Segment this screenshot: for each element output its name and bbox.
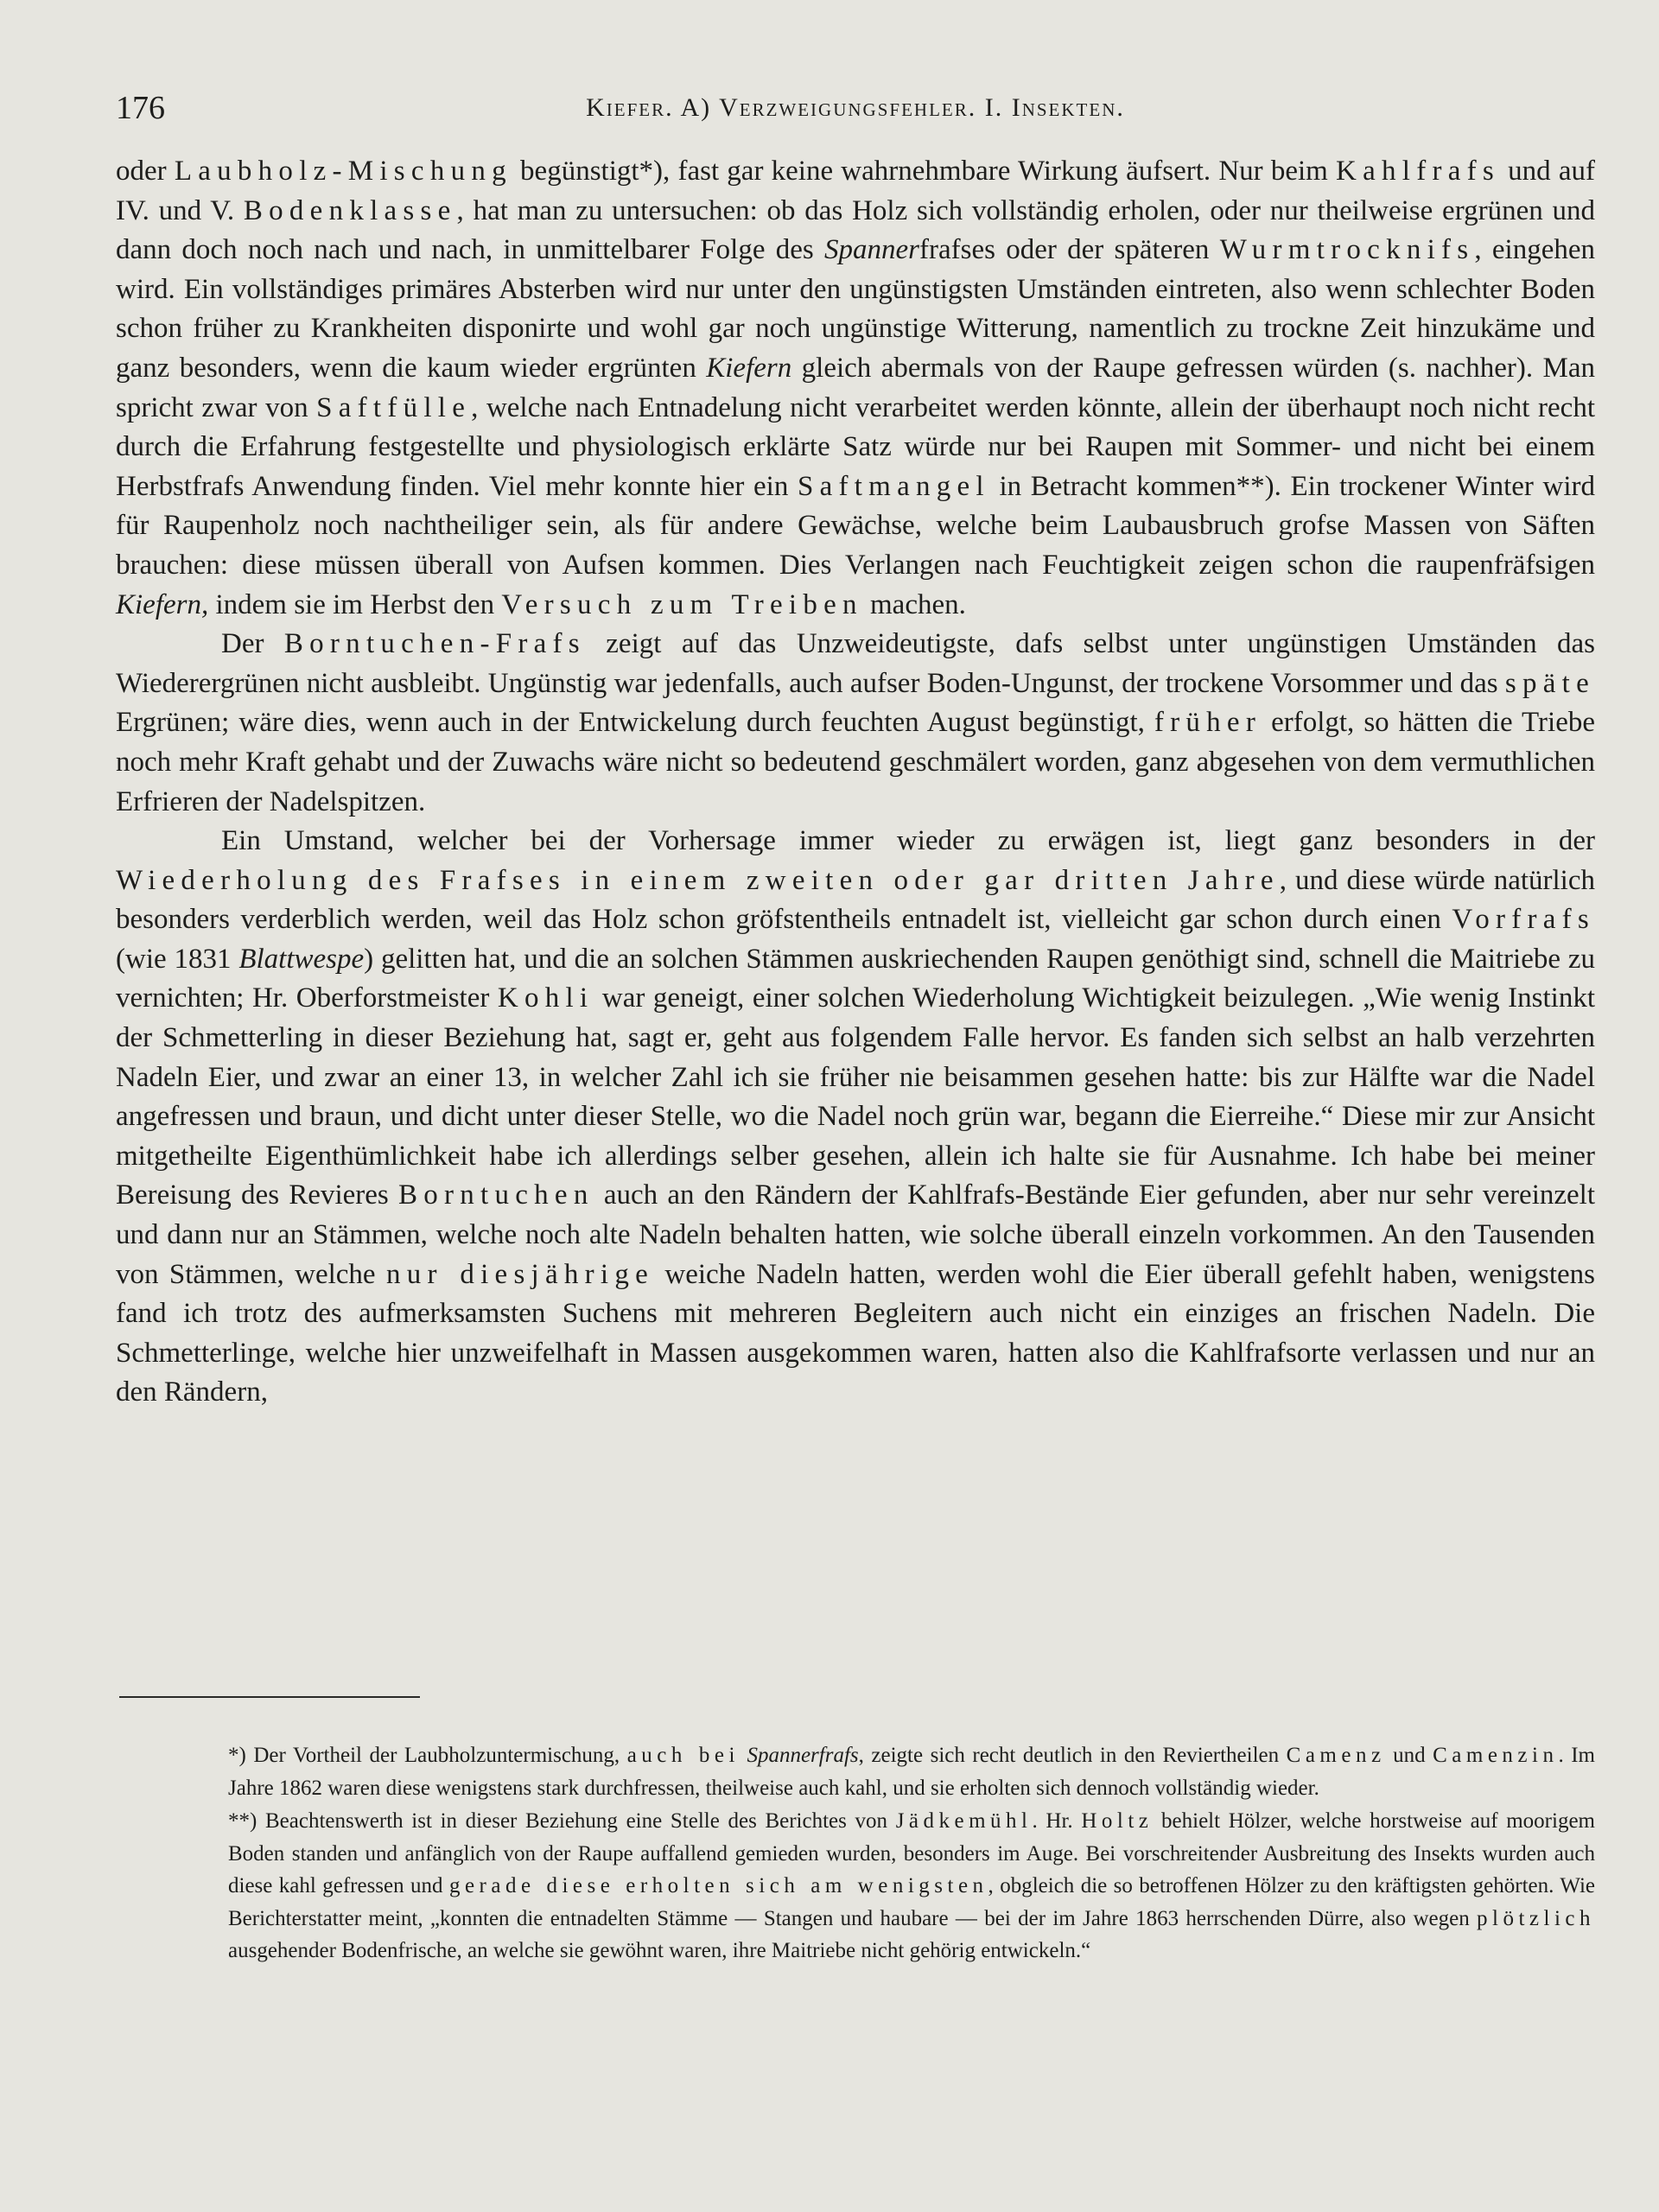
spaced-emphasis: plötzlich — [1477, 1906, 1595, 1930]
italic-term: Spanner — [823, 234, 919, 266]
text-run: und auf IV. und V. — [116, 156, 1595, 226]
italic-term: Blattwespe — [238, 943, 365, 975]
text-run: in Betracht kommen**). Ein trockener Winter wird für Raupenholz noch nachtheiliger sein, als für andere Gewächse, welche beim Laubausbruch grofse Massen von Säften brauchen: diese müssen überall von Aufsen kommen. Dies Verlangen nach Feuchtigkeit zeigen schon die raupenfräfsigen — [116, 470, 1595, 581]
body-text — [116, 152, 1595, 1413]
text-run: zeigt auf das Unzweideutigste, dafs selbst unter ungünstigen Umständen das Wiederergrünen nicht ausbleibt. Ungünstig war jedenfalls, auch aufser Boden-Ungunst, der trockene Vorsommer und das — [116, 628, 1595, 699]
italic-term: Kiefern, — [116, 588, 209, 620]
spaced-emphasis: Versuch zum Treiben — [501, 588, 863, 620]
text-run: frafses oder der späteren — [918, 234, 1220, 266]
spaced-emphasis: Wiederholung des Frafses in einem zweiten oder gar dritten Jahre — [116, 864, 1280, 896]
text-run: und — [1385, 1744, 1433, 1767]
spaced-emphasis: Saftfülle — [316, 391, 472, 423]
paragraph — [116, 822, 1595, 1413]
text-run: ausgehender Bodenfrische, an welche sie gewöhnt waren, ihre Maitriebe nicht gehörig entwickeln.“ — [228, 1939, 1091, 1962]
spaced-emphasis: Holtz — [1081, 1809, 1154, 1833]
page-header — [116, 86, 1595, 130]
paragraph — [116, 625, 1595, 822]
spaced-emphasis: späte — [1504, 667, 1595, 699]
spaced-emphasis: Kohli — [497, 982, 594, 1014]
text-run: machen. — [862, 588, 966, 620]
italic-term: Kiefern — [706, 352, 792, 384]
text-run: erfolgt, so hätten die Triebe noch mehr Kraft gehabt und der Zuwachs wäre nicht so bedeutend geschmälert worden, ganz abgesehen von dem vermuthlichen Erfrieren der Nadelspitzen. — [116, 707, 1595, 817]
spaced-emphasis: gerade diese erholten sich am wenigsten — [448, 1874, 988, 1897]
spaced-emphasis: Kahlfrafs — [1336, 156, 1500, 187]
text-run: Ein Umstand, welcher bei der Vorhersage immer wieder zu erwägen ist, liegt ganz besonders in der — [221, 825, 1595, 857]
footnotes — [119, 1739, 1595, 1968]
spaced-emphasis: Camenz — [1286, 1744, 1386, 1767]
spaced-emphasis: nur diesjährige — [385, 1258, 654, 1290]
text-run: behielt Hölzer, welche horstweise auf moorigem Boden standen und anfänglich von der Raupe auffallend gemieden wurden, besonders im Auge. Bei vorschreitender Ausbreitung des Insekts wurden auch diese kahl gefressen und — [228, 1809, 1595, 1897]
footnote-divider — [119, 1696, 420, 1698]
spaced-emphasis: Bodenklasse — [243, 194, 457, 226]
spaced-emphasis: Borntuchen — [398, 1179, 594, 1211]
text-run: , eingehen wird. Ein vollständiges primäres Absterben wird nur unter den ungünstigsten Umständen eintreten, also wenn schlechter Boden schon früher zu Krankheiten disponirte und wohl gar noch ungünstige Witterung, namentlich zu trockne Zeit hinzukäme und ganz besonders, wenn die kaum wieder ergrünten — [116, 234, 1595, 384]
paragraph — [116, 152, 1595, 625]
spaced-emphasis: früher — [1154, 707, 1262, 739]
text-run: , welche nach Entnadelung nicht verarbeitet werden könnte, allein der überhaupt noch nicht recht durch die Erfahrung festgestellte und physiologisch erklärte Satz würde nur bei Raupen mit Sommer- und nicht bei einem Herbstfrafs Anwendung finden. Viel mehr konnte hier ein — [116, 391, 1595, 502]
text-run: , zeigte sich recht deutlich in den Reviertheilen — [858, 1744, 1287, 1767]
spaced-emphasis: Wurmtrocknifs — [1219, 234, 1475, 266]
text-run: gleich abermals von der Raupe gefressen würden (s. nachher). Man spricht zwar von — [116, 352, 1596, 423]
text-run: oder — [116, 156, 175, 187]
text-run: , hat man zu untersuchen: ob das Holz sich vollständig erholen, oder nur theilweise ergrünen und dann doch noch nach und nach, in unmittelbarer Folge des — [116, 194, 1595, 266]
text-run: , obgleich die so betroffenen Hölzer zu den kräftigsten gehörten. Wie Berichterstatter meint, „konnten die entnadelten Stämme — Stangen und haubare — bei der im Jahre 1863 herrschenden Dürre, also wegen — [228, 1874, 1595, 1930]
footnote — [119, 1739, 1595, 1804]
text-run: war geneigt, einer solchen Wiederholung Wichtigkeit beizulegen. „Wie wenig Instinkt der Schmetterling in dieser Beziehung hat, sagt er, geht aus folgendem Falle hervor. Es fanden sich selbst an halb verzehrten Nadeln Eier, und zwar an einer 13, in welcher Zahl ich sie früher nie beisammen gesehen hatte: bis zur Hälfte war die Nadel angefressen und braun, und dicht unter dieser Stelle, wo die Nadel noch grün war, begann die Eierreihe.“ Diese mir zur Ansicht mitgetheilte Eigenthümlichkeit habe ich allerdings selber gesehen, allein ich halte sie für Ausnahme. Ich habe bei meiner Bereisung des Revieres — [116, 982, 1595, 1211]
text-run: Ergrünen; wäre dies, wenn auch in der Entwickelung durch feuchten August begünstigt, — [116, 707, 1154, 739]
text-run: begünstigt*), fast gar keine wahrnehmbare Wirkung äufsert. Nur beim — [512, 156, 1337, 187]
text-run: weiche Nadeln hatten, werden wohl die Eier überall gefehlt haben, wenigstens fand ich trotz des aufmerksamsten Suchens mit mehreren Begleitern auch nicht ein einziges an frischen Nadeln. Die Schmetterlinge, welche hier unzweifelhaft in Massen ausgekommen waren, hatten also die Kahlfrafsorte verlassen und nur an den Rändern, — [116, 1258, 1595, 1408]
spaced-emphasis: auch bei — [626, 1744, 740, 1767]
spaced-emphasis: Camenzin — [1433, 1744, 1559, 1767]
spaced-emphasis: Vorfrafs — [1452, 904, 1595, 936]
text-run: ) gelitten hat, und die an solchen Stämmen auskriechenden Raupen genöthigt sind, schnell die Maitriebe zu vernichten; Hr. Oberforstmeister — [116, 943, 1596, 1014]
text-run: Der — [221, 628, 284, 660]
text-run: auch an den Rändern der Kahlfrafs-Bestände Eier gefunden, aber nur sehr vereinzelt und dann nur an Stämmen, welche noch alte Nadeln behalten hatten, wie solche überall einzeln vorkommen. An den Tausenden von Stämmen, welche — [116, 1179, 1596, 1290]
spaced-emphasis: Borntuchen-Frafs — [283, 628, 586, 660]
page-number: 176 — [116, 90, 165, 126]
running-head: Kiefer. A) Verzweigungsfehler. I. Insekten. — [586, 93, 1125, 122]
spaced-emphasis: Saftmangel — [797, 470, 990, 502]
italic-term: Spannerfrafs — [747, 1744, 859, 1767]
footnote — [119, 1805, 1595, 1967]
text-run: indem sie im Herbst den — [208, 588, 502, 620]
text-run: . Im Jahre 1862 waren diese wenigstens stark durchfressen, theilweise auch kahl, und sie erholten sich dennoch vollständig wieder. — [228, 1744, 1596, 1800]
text-run: **) Beachtenswerth ist in dieser Beziehung eine Stelle des Berichtes von — [228, 1809, 896, 1833]
text-run: , und diese würde natürlich besonders verderblich werden, weil das Holz schon gröfstentheils entnadelt ist, vielleicht gar schon durch einen — [116, 864, 1595, 936]
text-run: *) Der Vortheil der Laubholzuntermischung, — [228, 1744, 627, 1767]
spaced-emphasis: Jädkemühl — [895, 1809, 1033, 1833]
spaced-emphasis: Laubholz-Mischung — [174, 156, 512, 187]
text-run: . Hr. — [1032, 1809, 1082, 1833]
text-run: (wie 1831 — [116, 943, 239, 975]
